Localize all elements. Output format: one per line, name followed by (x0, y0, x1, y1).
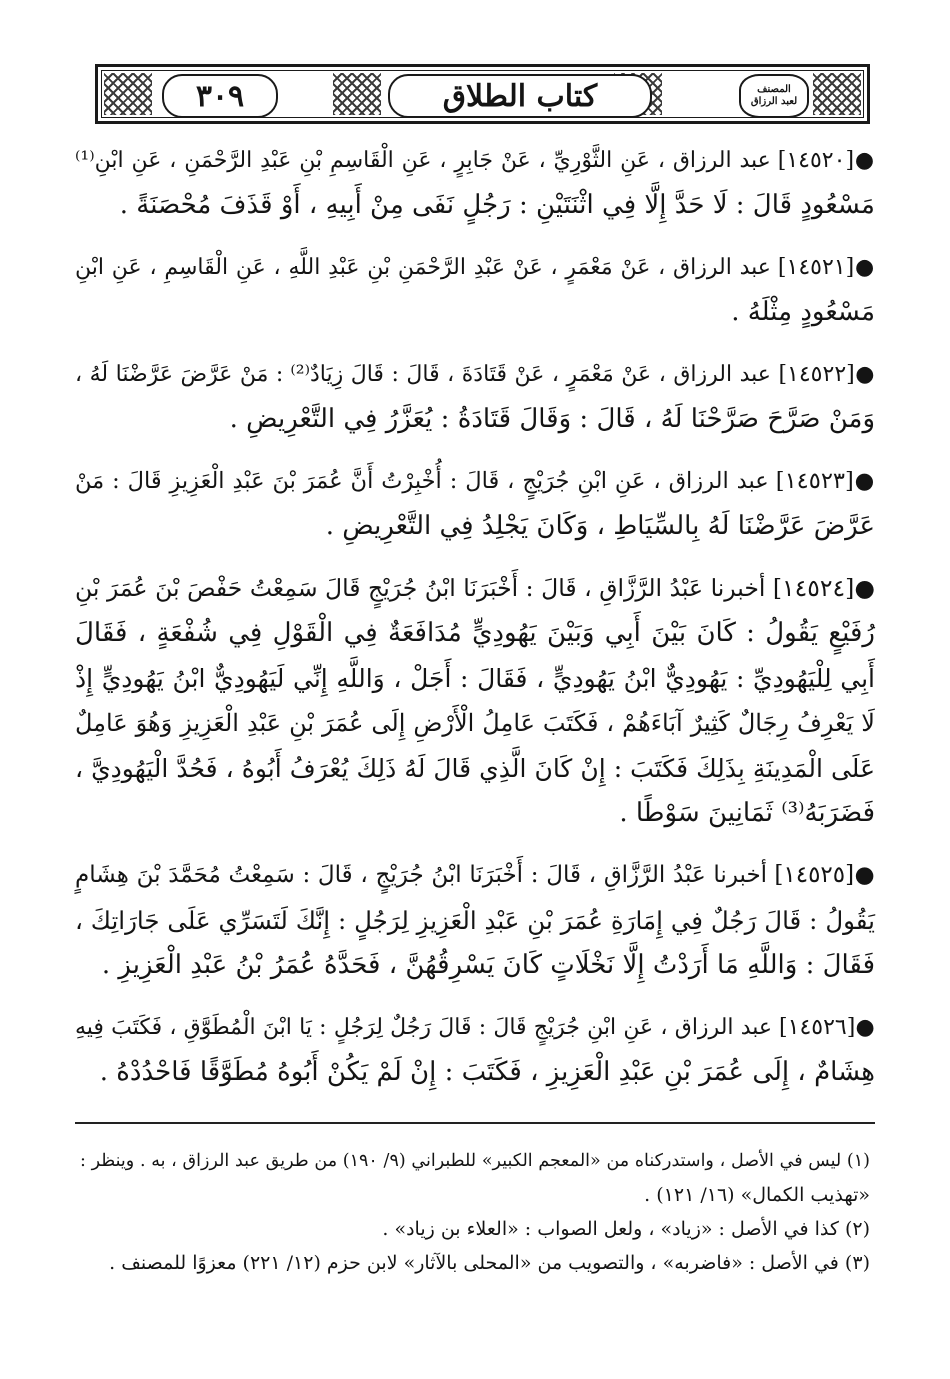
text-line: لَا يَعْرِفُ رِجَالٌ كَثِيرٌ آبَاءَهُمْ ، فَكَتَبَ عَامِلُ الْأَرْضِ إِلَى عُمَرَ بْنِ عَبْدِ الْعَزِيزِ وَهُوَ عَامِلٌ (75, 709, 875, 737)
text-line: مَسْعُودٍ مِثْلَهُ . (731, 297, 875, 327)
text-line: رُفَيْعٍ يَقُولُ : كَانَ بَيْنَ أَبِي وَبَيْنَ يَهُودِيٍّ مُدَافَعَةٌ فِي الْقَوْلِ فِي شُفْعَةٍ ، فَقَالَ (75, 618, 875, 648)
hadith-14520 (75, 138, 875, 228)
text-line: ●[١٤٥٢٢] عبد الرزاق ، عَنْ مَعْمَرٍ ، عَنْ قَتَادَةَ ، قَالَ : قَالَ زِيَادٌ⁽²⁾ : مَنْ عَرَّضَ عَرَّضْنَا لَهُ ، (75, 362, 875, 387)
footnote-line: (٢) كذا في الأصل : «زياد» ، ولعل الصواب : «العلاء بن زياد» . (382, 1218, 870, 1240)
text-line: ●[١٤٥٢٣] عبد الرزاق ، عَنِ ابْنِ جُرَيْجٍ ، قَالَ : أُخْبِرْتُ أَنَّ عُمَرَ بْنَ عَبْدِ الْعَزِيزِ قَالَ : مَنْ (75, 468, 875, 494)
footnote-line: (٣) في الأصل : «فاضربه» ، والتصويب من «المحلى بالآثار» لابن حزم (١٢/ ٢٢١) معزوًا للمصنف . (109, 1252, 870, 1274)
text-line: ●[١٤٥٢٠] عبد الرزاق ، عَنِ الثَّوْرِيِّ ، عَنْ جَابِرٍ ، عَنِ الْقَاسِمِ بْنِ عَبْدِ الرَّحْمَنِ ، عَنِ ابْنِ⁽¹⁾ (75, 148, 875, 173)
hadith-14524 (75, 566, 875, 836)
footnote-line: «تهذيب الكمال» (١٦/ ١٢١) . (644, 1184, 870, 1206)
page-header (95, 64, 870, 124)
footnotes (80, 1144, 870, 1280)
text-line: مَسْعُودٍ قَالَ : لَا حَدَّ إِلَّا فِي اثْنَتَيْنِ : رَجُلٍ نَفَى مِنْ أَبِيهِ ، أَوْ قَذَفَ مُحْصَنَةً . (119, 190, 875, 220)
text-line: هِشَامٌ ، إِلَى عُمَرَ بْنِ عَبْدِ الْعَزِيزِ ، فَكَتَبَ : إِنْ لَمْ يَكُنْ أَبُوهُ مُطَوَّقًا فَاحْدُدْهُ . (99, 1057, 875, 1087)
hadith-list (75, 138, 875, 1112)
footnote-line: (١) ليس في الأصل ، واستدركناه من «المعجم الكبير» للطبراني (٩/ ١٩٠) من طريق عبد الرزاق ، به . وينظر : (80, 1151, 870, 1171)
footnote-3 (80, 1246, 870, 1280)
hadith-14521 (75, 245, 875, 335)
text-line: عَلَى الْمَدِينَةِ بِذَلِكَ فَكَتَبَ : إِنْ كَانَ الَّذِي قَالَ لَهُ ذَلِكَ يُعْرَفُ أَبُوهُ ، فَحُدَّ الْيَهُودِيَّ ، (75, 754, 875, 783)
logo-line1: المصنف (757, 84, 791, 95)
hadith-14522 (75, 352, 875, 442)
footnote-2 (80, 1212, 870, 1246)
text-line: ●[١٤٥٢٦] عبد الرزاق ، عَنِ ابْنِ جُرَيْجٍ قَالَ : قَالَ رَجُلٌ لِرَجُلٍ : يَا ابْنَ الْمُطَوَّقِ ، فَكَتَبَ فِيهِ (75, 1015, 875, 1040)
page-number: ٣٠٩ (162, 74, 278, 118)
ornament-right-outer (813, 73, 861, 115)
text-line: أَبِي لِلْيَهُودِيِّ : يَهُودِيٌّ ابْنُ يَهُودِيٍّ ، فَقَالَ : أَجَلْ ، وَاللَّهِ إِنِّي لَيَهُودِيٌّ ابْنُ يَهُودِيٍّ إِذْ (75, 664, 875, 693)
text-line: ●[١٤٥٢٥] أخبرنا عَبْدُ الرَّزَّاقِ ، قَالَ : أَخْبَرَنَا ابْنُ جُرَيْجٍ ، قَالَ : سَمِعْتُ مُحَمَّدَ بْنَ هِشَامٍ (75, 862, 875, 888)
text-line: يَقُولُ : قَالَ رَجُلٌ فِي إِمَارَةِ عُمَرَ بْنِ عَبْدِ الْعَزِيزِ لِرَجُلٍ : إِنَّكَ لَتَسَرِّي عَلَى جَارَاتِكَ ، (75, 906, 875, 935)
text-line: وَمَنْ صَرَّحَ صَرَّحْنَا لَهُ ، قَالَ : وَقَالَ قَتَادَةُ : يُعَزَّرُ فِي التَّعْرِيضِ . (229, 404, 875, 434)
chapter-title: كتاب الطلاق (388, 74, 652, 118)
hadith-14526 (75, 1005, 875, 1095)
text-line: ●[١٤٥٢١] عبد الرزاق ، عَنْ مَعْمَرٍ ، عَنْ عَبْدِ الرَّحْمَنِ بْنِ عَبْدِ اللَّهِ ، عَنِ الْقَاسِمِ ، عَنِ ابْنِ (75, 255, 876, 280)
text-line: فَضَرَبَهُ⁽³⁾ ثَمَانِينَ سَوْطًا . (619, 798, 875, 828)
text-line: فَقَالَ : وَاللَّهِ مَا أَرَدْتُ إِلَّا نَخْلَاتٍ كَانَ يَسْرِقُهُنَّ ، فَحَدَّهُ عُمَرُ بْنُ عَبْدِ الْعَزِيزِ . (101, 950, 875, 980)
hadith-14523 (75, 459, 875, 549)
footnote-separator (75, 1122, 875, 1124)
footnote-1 (80, 1144, 870, 1212)
hadith-14525 (75, 853, 875, 988)
book-logo (739, 74, 809, 118)
ornament-left-outer (104, 73, 152, 115)
logo-line2: لعبد الرزاق (750, 96, 798, 107)
text-line: ●[١٤٥٢٤] أخبرنا عَبْدُ الرَّزَّاقِ ، قَالَ : أَخْبَرَنَا ابْنُ جُرَيْجٍ قَالَ سَمِعْتُ حَفْصَ بْنَ عُمَرَ بْنِ (75, 574, 875, 602)
ornament-left-inner (333, 73, 381, 115)
text-line: عَرَّضَ عَرَّضْنَا لَهُ بِالسِّيَاطِ ، وَكَانَ يَجْلِدُ فِي التَّعْرِيضِ . (325, 511, 875, 541)
